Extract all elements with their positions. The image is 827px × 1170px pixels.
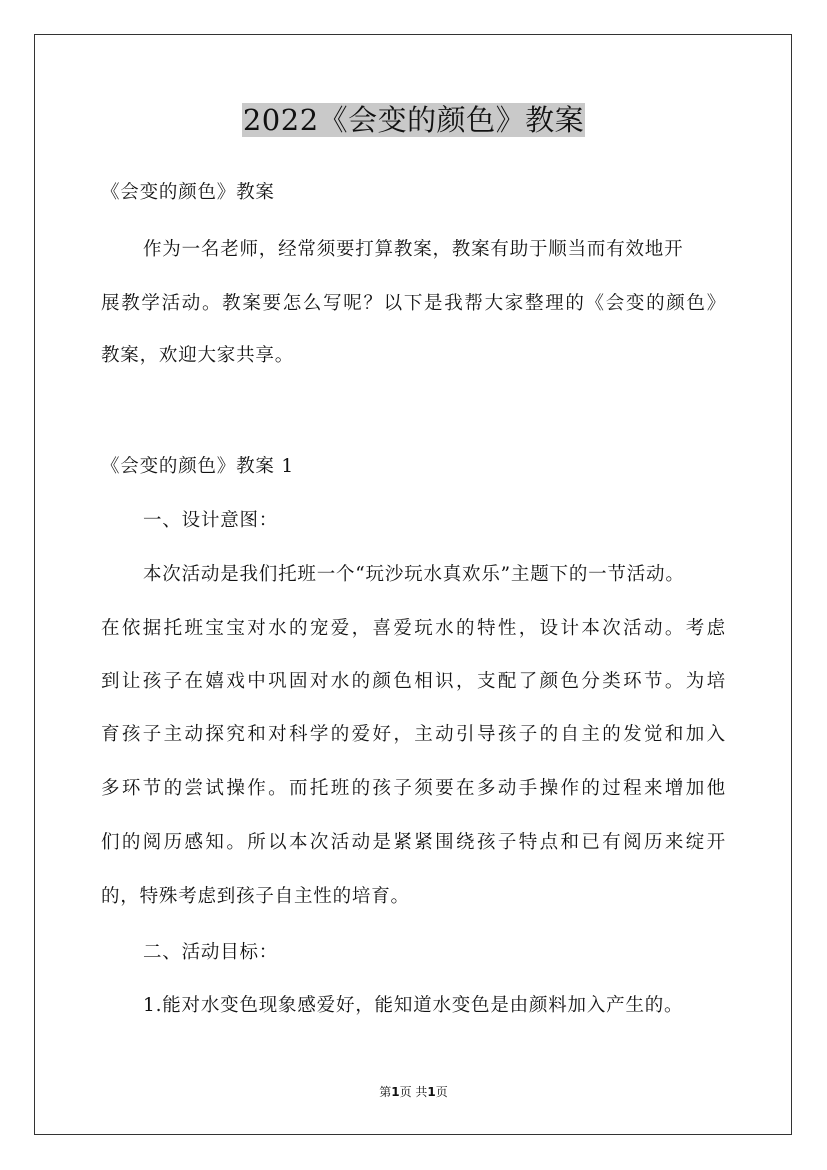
body-line-4: 育孩子主动探究和对科学的爱好，主动引导孩子的自主的发觉和加入: [101, 724, 726, 745]
body-line-6: 们的阅历感知。所以本次活动是紧紧围绕孩子特点和已有阅历来绽开: [101, 832, 726, 853]
body-line-5: 多环节的尝试操作。而托班的孩子须要在多动手操作的过程来增加他: [101, 778, 726, 799]
footer-mid: 页 共: [399, 1085, 428, 1099]
footer-page-number: 1: [391, 1085, 400, 1099]
footer-page-total: 1: [427, 1085, 436, 1099]
body-line-2: 在依据托班宝宝对水的宠爱，喜爱玩水的特性，设计本次活动。考虑: [101, 618, 726, 639]
intro-line-3: 教案，欢迎大家共享。: [101, 345, 295, 366]
body-line-1: 本次活动是我们托班一个“玩沙玩水真欢乐”主题下的一节活动。: [143, 564, 685, 585]
document-title: [0, 100, 827, 140]
intro-line-1: 作为一名老师，经常须要打算教案，教案有助于顺当而有效地开: [143, 239, 684, 260]
section-title: 《会变的颜色》教案 1: [101, 456, 294, 477]
body-line-7: 的，特殊考虑到孩子自主性的培育。: [101, 886, 410, 907]
page-footer: [0, 1083, 827, 1100]
intro-line-2: 展教学活动。教案要怎么写呢？以下是我帮大家整理的《会变的颜色》: [101, 293, 726, 314]
footer-prefix: 第: [379, 1085, 392, 1099]
footer-suffix: 页: [435, 1085, 448, 1099]
heading-design-intent: 一、设计意图：: [143, 510, 279, 531]
title-text: 2022《会变的颜色》教案: [242, 103, 585, 137]
heading-activity-goals: 二、活动目标：: [143, 942, 279, 963]
subtitle: 《会变的颜色》教案: [101, 182, 275, 203]
goal-item-1: 1.能对水变色现象感爱好，能知道水变色是由颜料加入产生的。: [143, 995, 684, 1016]
body-line-3: 到让孩子在嬉戏中巩固对水的颜色相识，支配了颜色分类环节。为培: [101, 671, 726, 692]
